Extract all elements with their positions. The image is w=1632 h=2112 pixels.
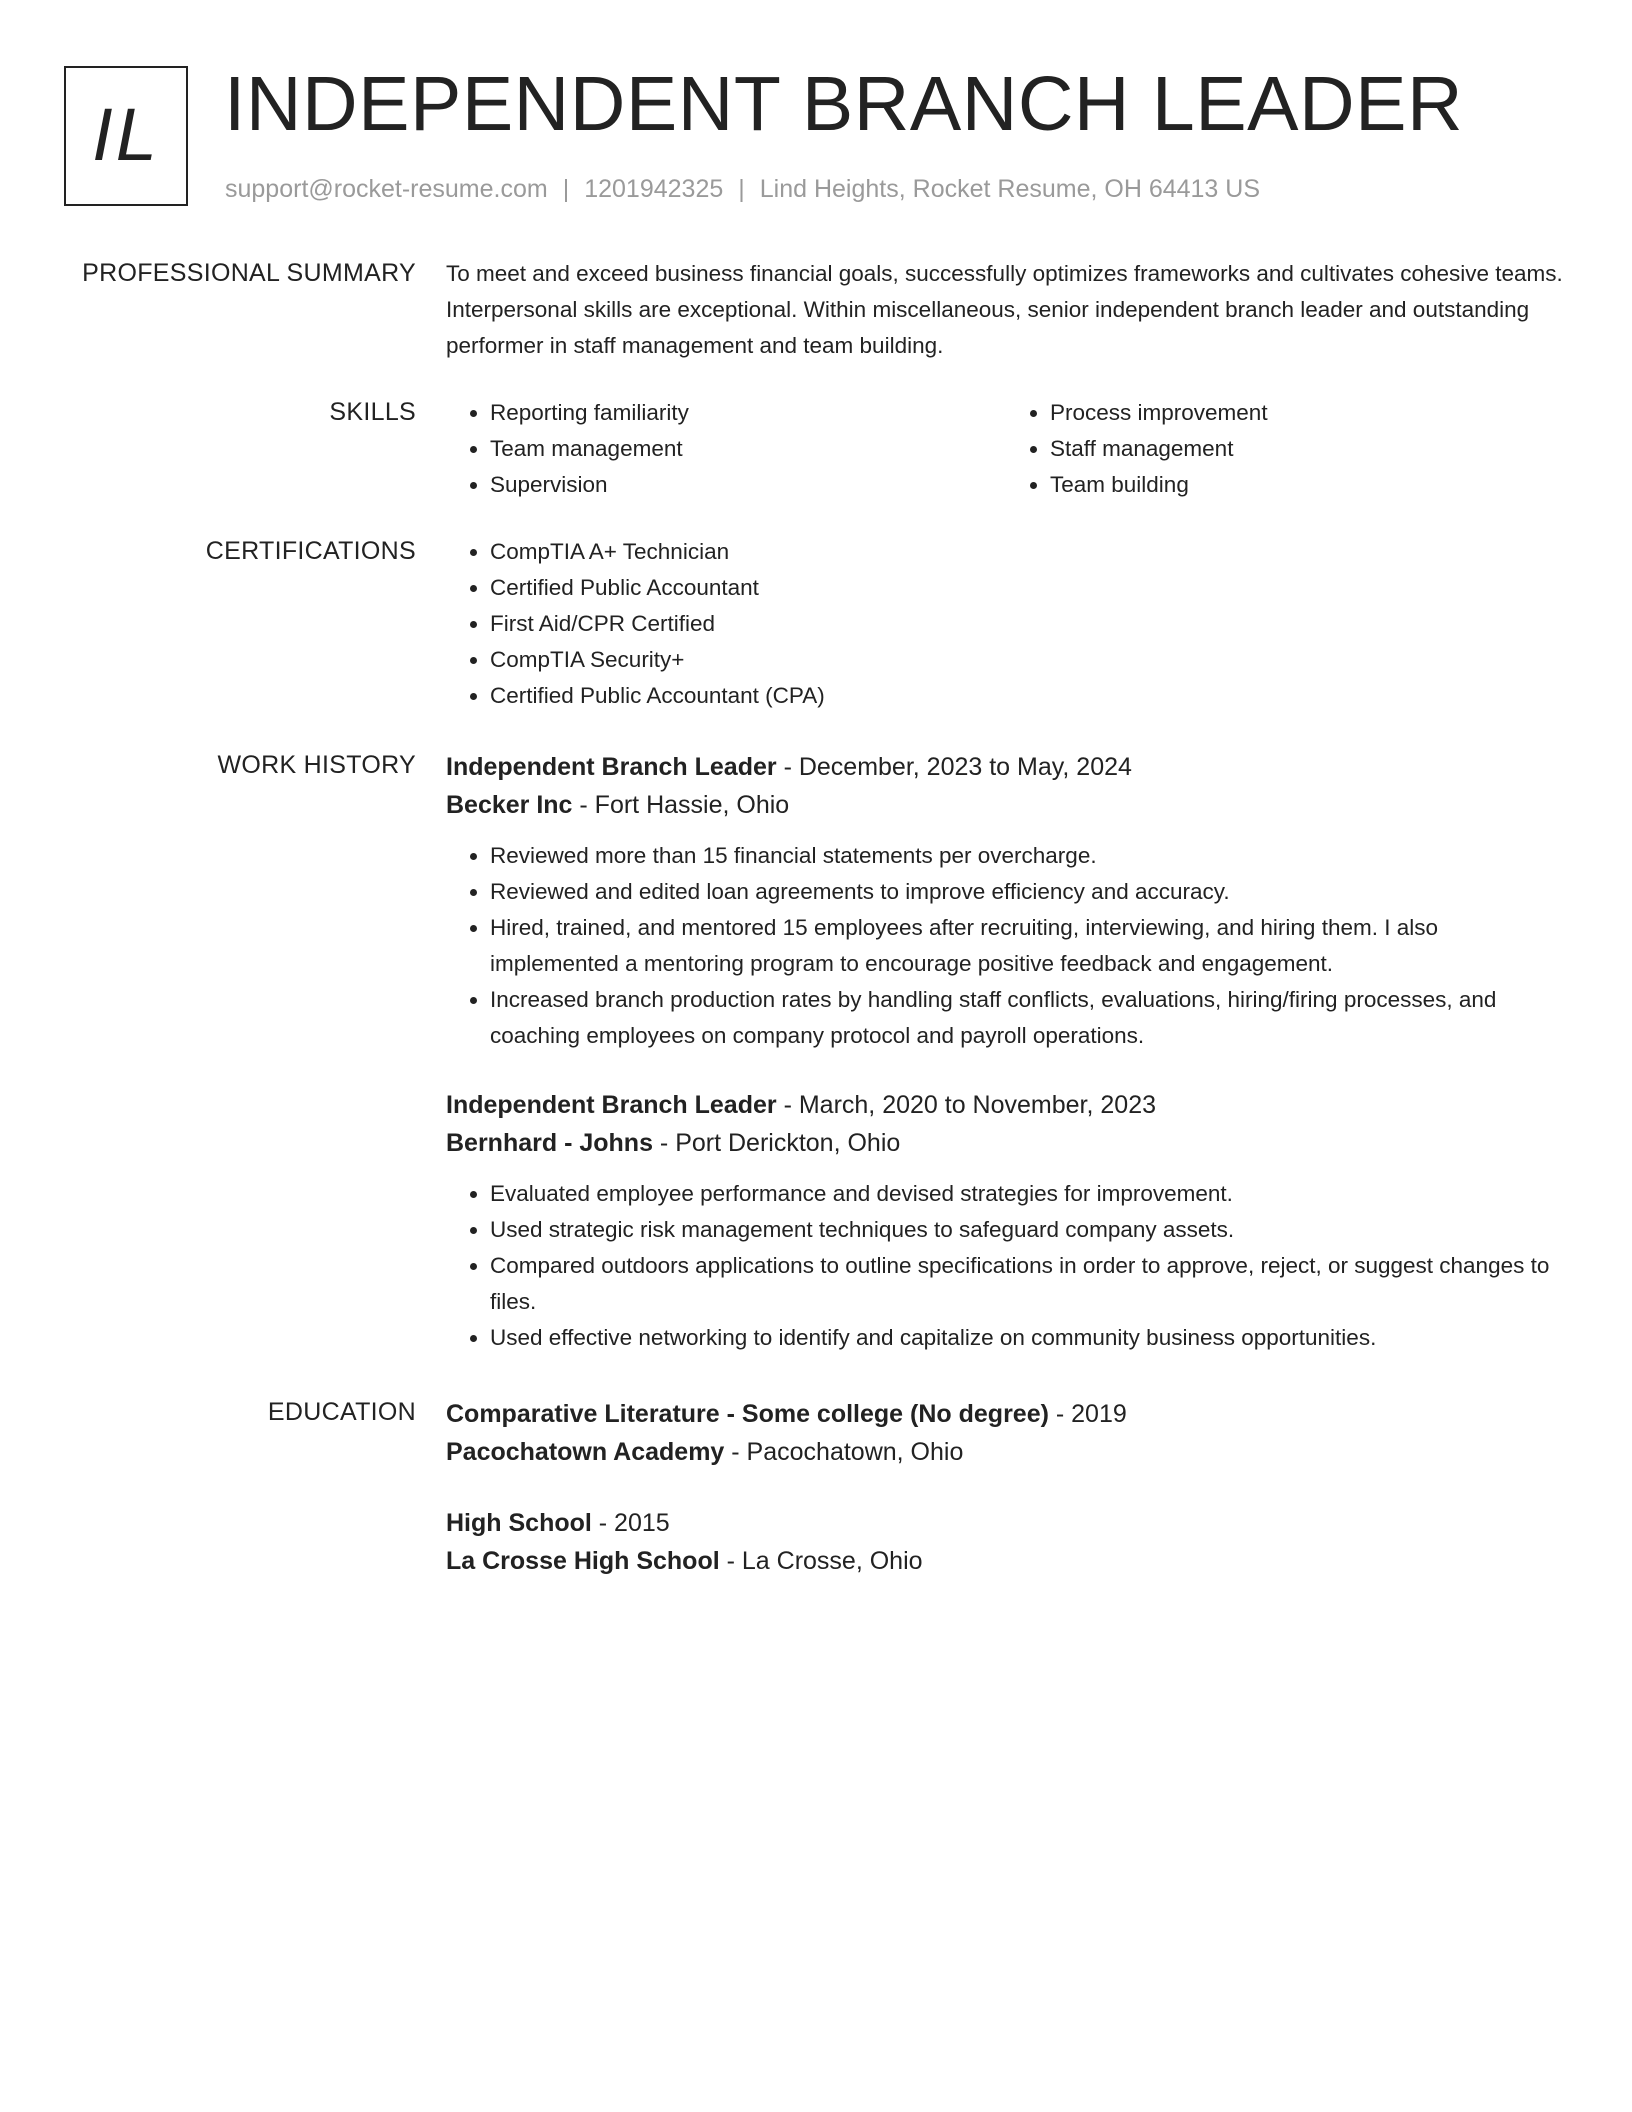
education-school: Pacochatown Academy xyxy=(446,1438,725,1466)
education-degree: High School xyxy=(446,1509,592,1537)
job-bullet: • Evaluated employee performance and devised strategies for improvement. xyxy=(490,1176,1566,1212)
summary-text: To meet and exceed business financial goals, successfully optimizes frameworks and cultivates cohesive teams. Interpersonal skills are exceptional. Within miscellaneous, senior independent branch leader and outstanding performer in staff management and team building. xyxy=(446,261,1563,358)
contact-phone[interactable]: 1201942325 xyxy=(584,175,724,203)
job-location: - Fort Hassie, Ohio xyxy=(572,791,790,819)
certification-item: • CompTIA A+ Technician xyxy=(490,534,1566,570)
resume-header xyxy=(64,61,1564,212)
skill-item: • Staff management xyxy=(1050,431,1566,467)
section-label-skills: SKILLS xyxy=(329,398,416,426)
job-title: Independent Branch Leader xyxy=(446,753,777,781)
section-label-work-history: WORK HISTORY xyxy=(217,751,416,779)
skill-item: • Team building xyxy=(1050,467,1566,503)
monogram-box xyxy=(64,66,188,206)
job-bullet: • Increased branch production rates by handling staff conflicts, evaluations, hiring/firing processes, and coaching employees on company protocol and payroll operations. xyxy=(490,982,1566,1054)
job-bullet: • Reviewed more than 15 financial statements per overcharge. xyxy=(490,838,1566,874)
section-label-certifications: CERTIFICATIONS xyxy=(205,537,416,565)
job-location: - Port Derickton, Ohio xyxy=(652,1129,901,1157)
skill-item: • Reporting familiarity xyxy=(490,395,1006,431)
job-company: Bernhard - Johns xyxy=(446,1129,653,1157)
education-school-line xyxy=(446,1433,1566,1471)
work-history-body xyxy=(446,748,1566,1356)
job-title-line xyxy=(446,1086,1566,1124)
certification-item: • Certified Public Accountant xyxy=(490,570,1566,606)
contact-address: Lind Heights, Rocket Resume, OH 64413 US xyxy=(759,175,1261,203)
education-degree-line xyxy=(446,1395,1566,1433)
job-company-line xyxy=(446,786,1566,824)
education-degree-line xyxy=(446,1504,1566,1542)
skills-body xyxy=(446,395,1566,503)
certification-item: • First Aid/CPR Certified xyxy=(490,606,1566,642)
contact-separator: | xyxy=(738,175,745,203)
job-bullets xyxy=(446,838,1566,1054)
summary-body xyxy=(446,256,1566,364)
job-entry xyxy=(446,1086,1566,1356)
candidate-title: INDEPENDENT BRANCH LEADER xyxy=(224,61,1464,147)
skill-item: • Team management xyxy=(490,431,1006,467)
education-year: - 2019 xyxy=(1048,1400,1127,1428)
job-bullet: • Used strategic risk management techniques to safeguard company assets. xyxy=(490,1212,1566,1248)
job-company-line xyxy=(446,1124,1566,1162)
education-body xyxy=(446,1395,1566,1580)
education-year: - 2015 xyxy=(591,1509,670,1537)
job-bullet: • Used effective networking to identify and capitalize on community business opportunities. xyxy=(490,1320,1566,1356)
skill-item: • Supervision xyxy=(490,467,1006,503)
skills-list-right xyxy=(1006,395,1566,503)
skills-list-left xyxy=(446,395,1006,503)
job-bullets xyxy=(446,1176,1566,1356)
certification-item: • Certified Public Accountant (CPA) xyxy=(490,678,1566,714)
education-school: La Crosse High School xyxy=(446,1547,720,1575)
contact-line xyxy=(225,174,1260,204)
education-location: - Pacochatown, Ohio xyxy=(724,1438,964,1466)
job-entry xyxy=(446,748,1566,1054)
job-dates: - December, 2023 to May, 2024 xyxy=(776,753,1132,781)
education-location: - La Crosse, Ohio xyxy=(719,1547,923,1575)
education-degree: Comparative Literature - Some college (No degree) xyxy=(446,1400,1049,1428)
contact-email[interactable]: support@rocket-resume.com xyxy=(225,175,548,203)
job-title-line xyxy=(446,748,1566,786)
monogram-initials: IL xyxy=(92,92,160,176)
education-entry xyxy=(446,1395,1566,1471)
certification-item: • CompTIA Security+ xyxy=(490,642,1566,678)
job-title: Independent Branch Leader xyxy=(446,1091,777,1119)
job-bullet: • Compared outdoors applications to outline specifications in order to approve, reject, or suggest changes to files. xyxy=(490,1248,1566,1320)
certifications-body xyxy=(446,534,1566,714)
job-bullet: • Hired, trained, and mentored 15 employees after recruiting, interviewing, and hiring them. I also implemented a mentoring program to encourage positive feedback and engagement. xyxy=(490,910,1566,982)
contact-separator: | xyxy=(562,175,570,203)
job-bullet: • Reviewed and edited loan agreements to improve efficiency and accuracy. xyxy=(490,874,1566,910)
section-label-education: EDUCATION xyxy=(267,1398,416,1426)
skill-item: • Process improvement xyxy=(1050,395,1566,431)
certifications-list xyxy=(446,534,1566,714)
education-school-line xyxy=(446,1542,1566,1580)
education-entry xyxy=(446,1504,1566,1580)
job-company: Becker Inc xyxy=(446,791,573,819)
job-dates: - March, 2020 to November, 2023 xyxy=(776,1091,1156,1119)
section-label-summary: PROFESSIONAL SUMMARY xyxy=(82,259,416,287)
